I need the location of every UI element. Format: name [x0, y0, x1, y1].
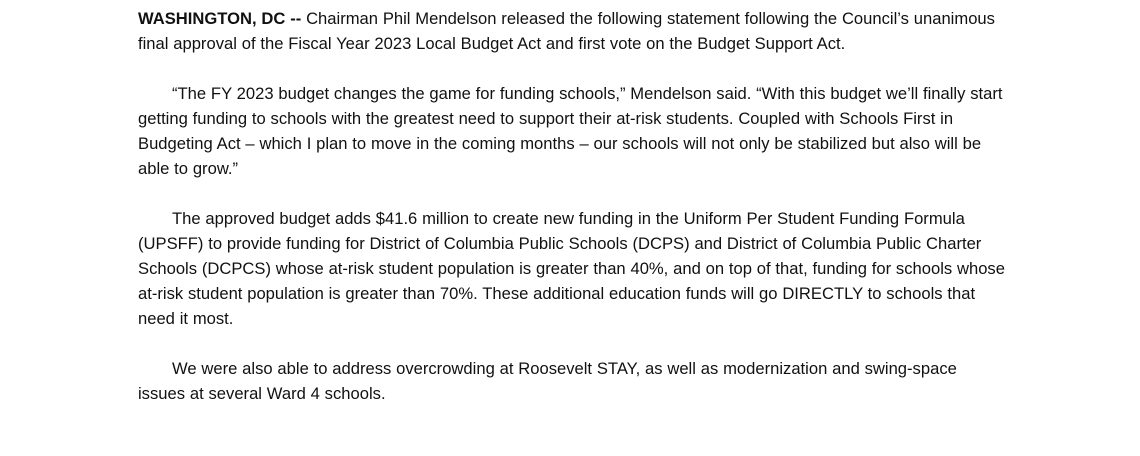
overcrowding-paragraph: We were also able to address overcrowding at Roosevelt STAY, as well as modernization and swing-space issues at several Ward 4 schools. — [138, 359, 957, 403]
lead-paragraph-text: Chairman Phil Mendelson released the following statement following the Council’s unanimous final approval of the Fiscal Year 2023 Local Budget Act and first vote on the Budget Support Act. — [138, 9, 995, 53]
lead-paragraph — [138, 6, 1008, 56]
dateline: WASHINGTON, DC -- — [138, 9, 302, 28]
press-release-document — [138, 6, 1008, 431]
budget-details-paragraph: The approved budget adds $41.6 million to create new funding in the Uniform Per Student Funding Formula (UPSFF) to provide funding for District of Columbia Public Schools (DCPS) and District of Columbia Public Charter Schools (DCPCS) whose at-risk student population is greater than 40%, and on top of that, funding for schools whose at-risk student population is greater than 70%. These additional education funds will go DIRECTLY to schools that need it most. — [138, 209, 1005, 328]
quote-paragraph: “The FY 2023 budget changes the game for funding schools,” Mendelson said. “With this budget we’ll finally start getting funding to schools with the greatest need to support their at-risk students. Coupled with Schools First in Budgeting Act – which I plan to move in the coming months – our schools will not only be stabilized but also will be able to grow.” — [138, 84, 1003, 178]
